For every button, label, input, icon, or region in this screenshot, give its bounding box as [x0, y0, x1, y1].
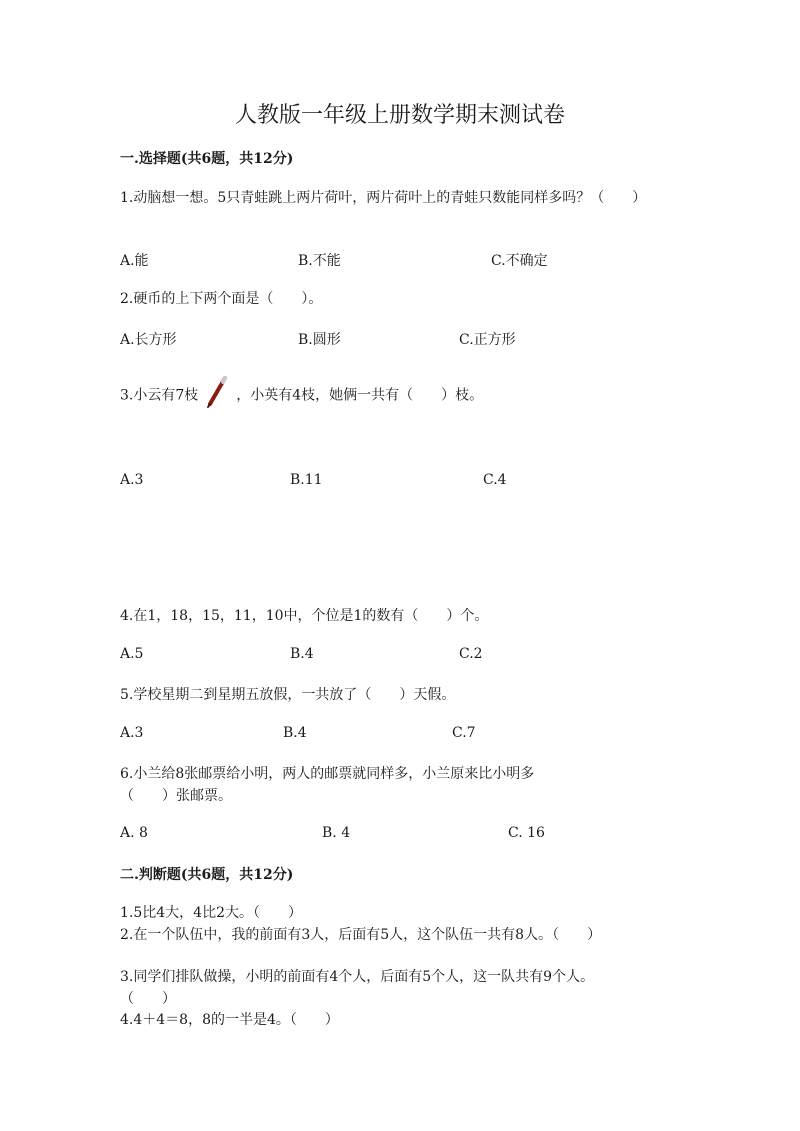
question-2: 2.硬币的上下两个面是（ ）。: [120, 291, 323, 307]
q2-option-b: B.圆形: [298, 332, 341, 348]
question-4: 4.在1，18，15，11，10中，个位是1的数有（ ）个。: [120, 608, 489, 624]
q1-option-b: B.不能: [298, 253, 341, 269]
judge-question-4: 4.4＋4＝8，8的一半是4。（ ）: [120, 1012, 339, 1028]
judge-question-3: 3.同学们排队做操，小明的前面有4个人，后面有5个人，这一队共有9个人。 （ ）: [120, 969, 644, 1007]
q3-option-a: A.3: [120, 472, 144, 488]
judge-question-2: 2.在一个队伍中，我的前面有3人，后面有5人，这个队伍一共有8人。（ ）: [120, 927, 602, 943]
q2-option-a: A.长方形: [120, 332, 177, 348]
q2-option-c: C.正方形: [459, 332, 516, 348]
section-1-heading: 一.选择题(共6题，共12分): [120, 151, 294, 167]
q4-option-a: A.5: [120, 646, 144, 662]
question-5: 5.学校星期二到星期五放假，一共放了（ ）天假。: [120, 687, 456, 703]
question-1: 1.动脑想一想。5只青蛙跳上两片荷叶，两片荷叶上的青蛙只数能同样多吗？（ ）: [120, 190, 647, 206]
q6-option-c: C. 16: [508, 825, 545, 841]
q6-option-a: A. 8: [120, 825, 148, 841]
section-2-heading: 二.判断题(共6题，共12分): [120, 867, 294, 883]
question-3: [120, 375, 700, 416]
judge-question-1: 1.5比4大，4比2大。（ ）: [120, 905, 302, 921]
page-title: 人教版一年级上册数学期末测试卷: [234, 103, 565, 128]
q4-option-c: C.2: [459, 646, 483, 662]
q3-option-c: C.4: [483, 472, 507, 488]
q6-option-b: B. 4: [322, 825, 351, 841]
q1-option-a: A.能: [120, 253, 149, 269]
pencil-icon: [204, 375, 230, 416]
q1-option-c: C.不确定: [491, 253, 548, 269]
question-6: 6.小兰给8张邮票给小明，两人的邮票就同样多，小兰原来比小明多（ ）张邮票。: [120, 766, 535, 804]
q5-option-b: B.4: [283, 725, 307, 741]
q5-option-a: A.3: [120, 725, 144, 741]
q3-option-b: B.11: [290, 472, 323, 488]
q5-option-c: C.7: [452, 725, 476, 741]
q4-option-b: B.4: [290, 646, 314, 662]
q3-text-start: 3.小云有7枝: [120, 387, 199, 404]
q3-text-end: ，小英有4枝，她俩一共有（ ）枝。: [236, 387, 484, 404]
